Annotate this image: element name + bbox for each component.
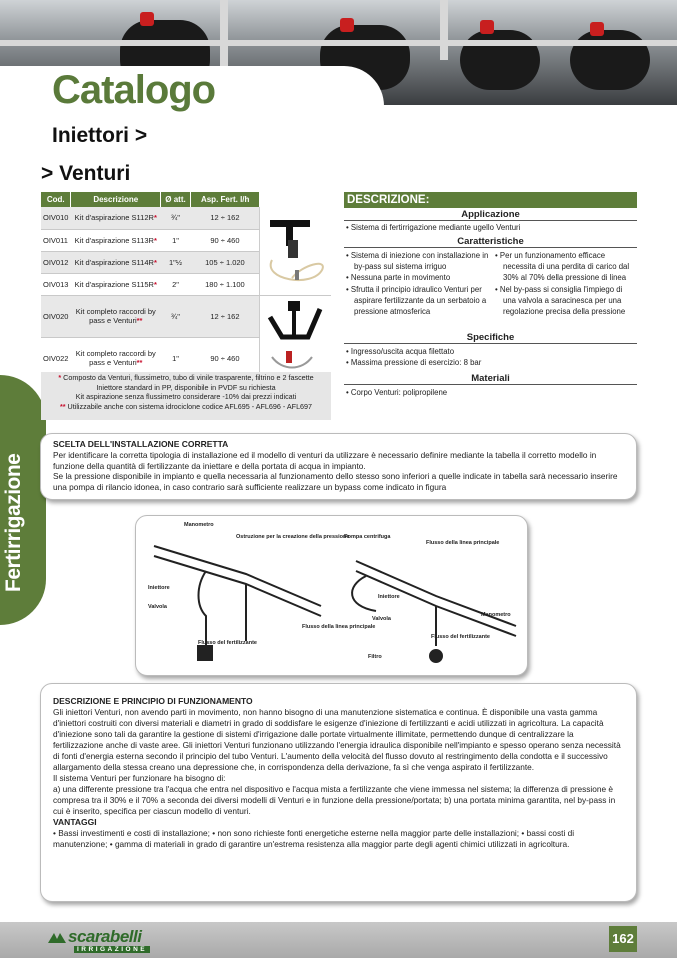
note-4: Utilizzabile anche con sistema idrociclone codice AFL695 - AFL696 - AFL697 — [67, 401, 313, 411]
label-manometro-right: Manometro — [481, 612, 511, 618]
advantages-heading: VANTAGGI — [53, 817, 97, 827]
row-size: 1"½ — [161, 251, 191, 273]
row-flow: 90 ÷ 460 — [190, 337, 260, 379]
label-valvola-left: Valvola — [148, 604, 167, 610]
section-caratteristiche: Caratteristiche — [344, 236, 637, 248]
table-notes: * Composto da Venturi, flussimetro, tubo di vinile trasparente, filtrino e 2 fascette Iniettore standard in PP, disponibile in PVDF su richiesta Kit aspirazione senza flussimetro considerare -10% dai prezzi indicati ** Utilizzabile anche con sistema idrociclone codice AFL695 - AFL696 - AFL697 — [41, 372, 331, 420]
pipe-shape — [440, 0, 448, 60]
installation-heading: SCELTA DELL'INSTALLAZIONE CORRETTA — [53, 439, 229, 449]
row-desc: Kit d'aspirazione S113R* — [71, 229, 161, 251]
label-flusso-fert-left: Flusso del fertilizzante — [198, 640, 257, 646]
section-materiali: Materiali — [344, 373, 637, 385]
row-desc: Kit d'aspirazione S112R* — [71, 207, 161, 229]
brand-name: scarabelli — [68, 927, 142, 946]
principle-box — [40, 683, 637, 902]
row-size: ¾" — [161, 295, 191, 337]
principle-text-1: Gli iniettori Venturi, non avendo parti in movimento, non hanno bisogno di una manutenzione sistematica e continua. È disponibile una vasta gamma d'iniettori costruiti con diversi materiali e diametri in grado di soddisfare le esigenze d'iniezione di fertilizzanti e acidi utilizzati in agricoltura. La capacità d'iniezione sono tali da garantire la gestione di sistemi d'irrigazione dalle portate virtualmente illimitate, permettendo dunque di centralizzare la fertilizzazione anche di vaste aree. Gli iniettori Venturi funzionano utilizzando l'energia idraulica disponibile nell'impianto e spesso operano senza necessità di fonti d'energia esterna secondo il principio del tubo Venturi. L'aumento della velocità del flusso dovuto al restringimento della condotta e il successivo allargamento della stessa creano una depressione che, in corrispondenza della derivazione, fa sì che venga aspirato il fertilizzante. — [53, 707, 621, 772]
note-1: Composto da Venturi, flussimetro, tubo di vinile trasparente, filtrino e 2 fascette — [63, 373, 314, 382]
table-row — [41, 207, 331, 229]
diagram-svg — [136, 516, 529, 677]
label-filtro: Filtro — [368, 654, 382, 660]
col-header-code: Cod. — [41, 192, 71, 207]
page-number: 162 — [609, 926, 637, 952]
applicazione-list: • Sistema di fertirrigazione mediante ugello Venturi — [346, 223, 521, 232]
page-title: Catalogo — [52, 68, 216, 112]
breadcrumb-iniettori: Iniettori > — [52, 124, 148, 147]
advantages-text: • Bassi investimenti e costi di installazione; • non sono richieste fonti energetiche esterne nella maggior parte delle installazioni; • bassi costi di manutenzione; • gamma di materiali in grado di garantire un'estrema resistenza alla maggior parte degli agenti chimici utilizzati in agricoltura. — [53, 828, 575, 849]
pipe-shape — [220, 0, 228, 70]
col-header-desc: Descrizione — [71, 192, 161, 207]
caratteristiche-right: • Per un funzionamento efficace necessita di una perdita di carico dal 30% al 70% della pressione di linea • Nel by-pass si consiglia l'impiego di una valvola a saracinesca per una regolazione precisa della pressione — [495, 251, 630, 317]
product-table — [41, 192, 331, 380]
row-flow: 12 ÷ 162 — [190, 207, 260, 229]
col-header-image — [260, 192, 331, 207]
breadcrumb-venturi: > Venturi — [41, 162, 131, 185]
brand-mark-icon — [46, 929, 68, 947]
label-ostruzione: Ostruzione per la creazione della pressione — [236, 534, 350, 540]
note-3: Kit aspirazione senza flussimetro considerare -10% dai prezzi indicati — [75, 392, 297, 401]
row-desc: Kit d'aspirazione S115R* — [71, 273, 161, 295]
row-flow: 180 ÷ 1.100 — [190, 273, 260, 295]
row-code: OIV020 — [41, 295, 71, 337]
red-cap — [140, 12, 154, 26]
pump-shape — [460, 30, 540, 90]
product-image-cell — [260, 207, 331, 295]
pipe-shape — [0, 40, 677, 46]
principle-text-2: Il sistema Venturi per funzionare ha bisogno di: — [53, 773, 226, 783]
red-cap — [340, 18, 354, 32]
description-heading: DESCRIZIONE: — [344, 192, 637, 208]
row-flow: 12 ÷ 162 — [190, 295, 260, 337]
row-code: OIV011 — [41, 229, 71, 251]
principle-text-3: a) una differente pressione tra l'acqua che entra nel dispositivo e l'acqua mista a fertilizzante che viene immessa nel sistema; la differenza di pressione è compresa tra il 30% e il 70% a seconda dei diversi modelli di Venturi e in funzione della pressione/portata; b) una portata minima garantita, nel by-pass in cui è inserito, specifica per ciascun modello di venturi. — [53, 784, 616, 816]
row-code: OIV010 — [41, 207, 71, 229]
side-category-label: Fertirrigazione — [2, 453, 25, 592]
venturi-kit-image — [262, 210, 328, 290]
materiali-list: • Corpo Venturi: polipropilene — [346, 388, 448, 397]
row-size: 2" — [161, 273, 191, 295]
bypass-kit-image — [262, 297, 328, 375]
section-specifiche: Specifiche — [344, 332, 637, 344]
caratteristiche-left: • Sistema di iniezione con installazione in by-pass sul sistema irriguo • Nessuna parte in movimento • Sfrutta il principio idraulico Venturi per aspirare fertilizzante da un serbatoio a pressione atmosferica — [346, 251, 489, 317]
installation-box — [40, 433, 637, 500]
product-image-cell — [260, 295, 331, 379]
table-row — [41, 295, 331, 337]
label-iniettore-left: Iniettore — [148, 585, 170, 591]
row-size: 1" — [161, 337, 191, 379]
col-header-flow: Asp. Fert. l/h — [190, 192, 260, 207]
row-flow: 90 ÷ 460 — [190, 229, 260, 251]
pump-shape — [570, 30, 650, 90]
row-code: OIV012 — [41, 251, 71, 273]
specifiche-list: • Ingresso/uscita acqua filettato • Massima pressione di esercizio: 8 bar — [346, 347, 482, 368]
red-cap — [590, 22, 604, 36]
principle-heading: DESCRIZIONE E PRINCIPIO DI FUNZIONAMENTO — [53, 696, 253, 706]
row-code: OIV013 — [41, 273, 71, 295]
red-cap — [480, 20, 494, 34]
row-desc: Kit completo raccordi by pass e Venturi** — [71, 295, 161, 337]
label-flusso-fert-right: Flusso del fertilizzante — [431, 634, 490, 640]
label-pompa: Pompa centrifuga — [344, 534, 391, 540]
label-flusso-linea-left: Flusso della linea principale — [302, 624, 376, 630]
section-applicazione: Applicazione — [344, 209, 637, 221]
label-valvola-right: Valvola — [372, 616, 391, 622]
row-desc: Kit completo raccordi by pass e Venturi** — [71, 337, 161, 379]
row-flow: 105 ÷ 1.020 — [190, 251, 260, 273]
col-header-size: Ø att. — [161, 192, 191, 207]
row-code: OIV022 — [41, 337, 71, 379]
brand-subtitle: IRRIGAZIONE — [74, 946, 150, 953]
note-2: Iniettore standard in PP, disponibile in PVDF su richiesta — [96, 382, 276, 392]
installation-text-1: Per identificare la corretta tipologia di installazione ed il modello di venturi da utilizzare è necessario definire mediante la tabella il corretto modello in funzione della quantità di fertilizzante da iniettare e della portata di acqua in impianto. — [53, 449, 597, 471]
label-iniettore-right: Iniettore — [378, 594, 400, 600]
row-desc: Kit d'aspirazione S114R* — [71, 251, 161, 273]
installation-text-2: Se la pressione disponibile in impianto e quella necessaria al funzionamento dello stesso sono inferiori a quelle indicate in tabella sarà necessario inserire una pompa di rilancio idonea, in caso contrario sarà sufficiente realizzare un bypass come indicato in figura — [53, 471, 618, 493]
label-manometro-left: Manometro — [184, 522, 214, 528]
row-size: 1" — [161, 229, 191, 251]
row-size: ¾" — [161, 207, 191, 229]
installation-diagram — [135, 515, 528, 676]
label-flusso-linea-right: Flusso della linea principale — [426, 540, 500, 546]
